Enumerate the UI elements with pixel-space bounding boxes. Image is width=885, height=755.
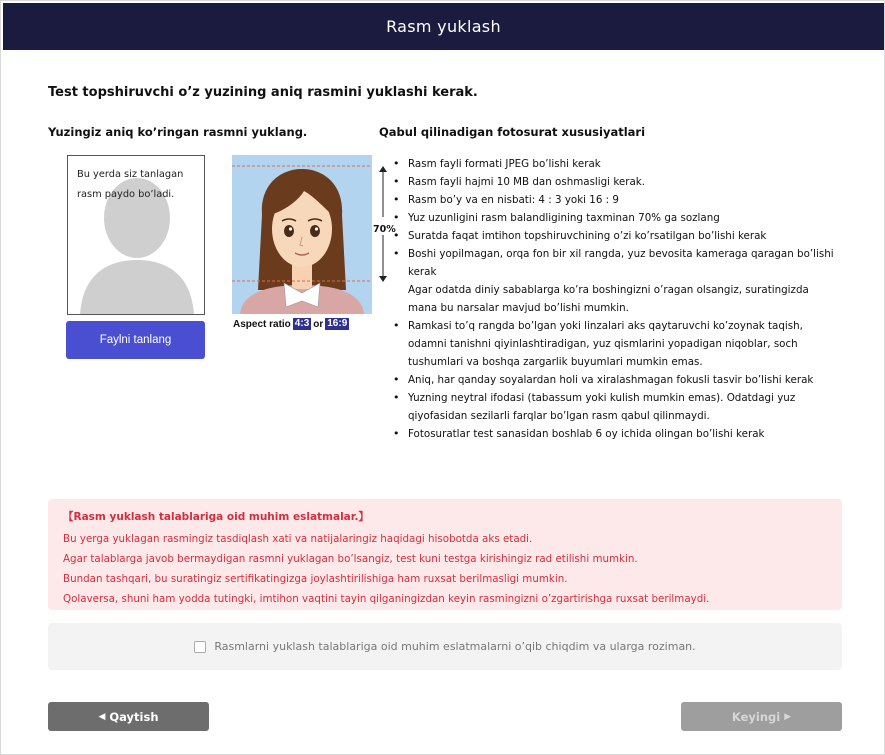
face-percent-label: 70% (373, 224, 396, 235)
sample-photo-illustration (232, 155, 372, 314)
agreement-label[interactable]: Rasmlarni yuklash talablariga oid muhim eslatmalarni o’qib chiqdim va ularga roziman. (214, 640, 696, 653)
requirement-item: • Rasm fayli hajmi 10 MB dan oshmasligi kerak. (388, 173, 838, 191)
page-header (3, 3, 884, 50)
triangle-right-icon: ▶ (784, 711, 792, 722)
requirement-item: • Aniq, har qanday soyalardan holi va xiralashmagan fokusli tasvir bo’lishi kerak (388, 371, 838, 389)
notice-line: Agar talablarga javob bermaydigan rasmni yuklagan bo’lsangiz, test kuni testga kirishingiz rad etilishi mumkin. (63, 553, 638, 565)
important-notice-box (48, 499, 842, 610)
requirement-item: • Suratda faqat imtihon topshiruvchining o’zi ko’rsatilgan bo’lishi kerak (388, 227, 838, 245)
preview-placeholder-text: Bu yerda siz tanlagan rasm paydo bo’ladi. (77, 169, 184, 200)
agreement-box[interactable] (48, 623, 842, 670)
page-title: Rasm yuklash (386, 17, 501, 36)
main-heading: Test topshiruvchi o’z yuzining aniq rasmini yuklashi kerak. (48, 85, 478, 100)
requirement-item: • Yuz uzunligini rasm balandligining taxminan 70% ga sozlang (388, 209, 838, 227)
notice-line: Bundan tashqari, bu suratingiz sertifikatingizga joylashtirilishiga ham ruxsat berilmasligi mumkin. (63, 573, 568, 585)
notice-title: 【Rasm yuklash talablariga oid muhim eslatmalar.】 (63, 511, 369, 523)
requirement-item: • Ramkasi to’q rangda bo’lgan yoki linzalari aks qaytaruvchi ko’zoynak taqish, odamni tanishni qiyinlashtiradigan, yuz qismlarini yopadigan niqoblar, soch tushumlari va boshqa zargarlik buyumlari mumkin emas. (388, 317, 838, 371)
requirement-item: • Rasm fayli formati JPEG bo’lishi kerak (388, 155, 838, 173)
next-button[interactable] (681, 702, 842, 731)
choose-file-button[interactable]: Faylni tanlang (66, 321, 205, 359)
requirement-item: • Rasm bo’y va en nisbati: 4 : 3 yoki 16 : 9 (388, 191, 838, 209)
next-button-label: Keyingi (731, 709, 781, 724)
aspect-ratio-label: Aspect ratio (233, 318, 291, 330)
ratio-badge-4-3: 4:3 (294, 318, 310, 329)
aspect-ratio-row (233, 318, 349, 330)
notice-line: Bu yerga yuklagan rasmingiz tasdiqlash xati va natijalaringiz haqidagi hisobotda aks etadi. (63, 533, 533, 545)
photo-preview-box (67, 155, 205, 315)
notice-line: Qolaversa, shuni ham yodda tutingki, imtihon vaqtini tayin qilganingizdan keyin rasmingizni o’zgartirishga ruxsat berilmaydi. (63, 593, 710, 605)
requirements-list (388, 155, 838, 443)
upload-heading: Yuzingiz aniq ko’ringan rasmni yuklang. (48, 125, 308, 139)
back-button-label: Qaytish (109, 709, 159, 724)
requirement-item: • Fotosuratlar test sanasidan boshlab 6 oy ichida olingan bo’lishi kerak (388, 425, 838, 443)
requirement-item: • Yuzning neytral ifodasi (tabassum yoki kulish mumkin emas). Odatdagi yuz qiyofasidan sezilarli farqlar bo’lgan rasm qabul qilinmaydi. (388, 389, 838, 425)
back-button[interactable] (48, 702, 209, 731)
agreement-checkbox[interactable] (194, 641, 206, 653)
ratio-or-text: or (313, 318, 324, 330)
requirement-item: • Boshi yopilmagan, orqa fon bir xil rangda, yuz bevosita kameraga qaragan bo’lishi kerak Agar odatda diniy sabablarga ko’ra boshingizni o’ragan olsangiz, suratingizda mana bu narsalar mavjud bo’lishi mumkin. (388, 245, 838, 317)
ratio-badge-16-9: 16:9 (327, 318, 348, 329)
requirement-item-note: Agar odatda diniy sabablarga ko’ra boshingizni o’ragan olsangiz, suratingizda mana bu narsalar mavjud bo’lishi mumkin. (408, 284, 809, 314)
requirements-heading: Qabul qilinadigan fotosurat xususiyatlari (379, 125, 646, 139)
triangle-left-icon: ◀ (98, 711, 106, 722)
